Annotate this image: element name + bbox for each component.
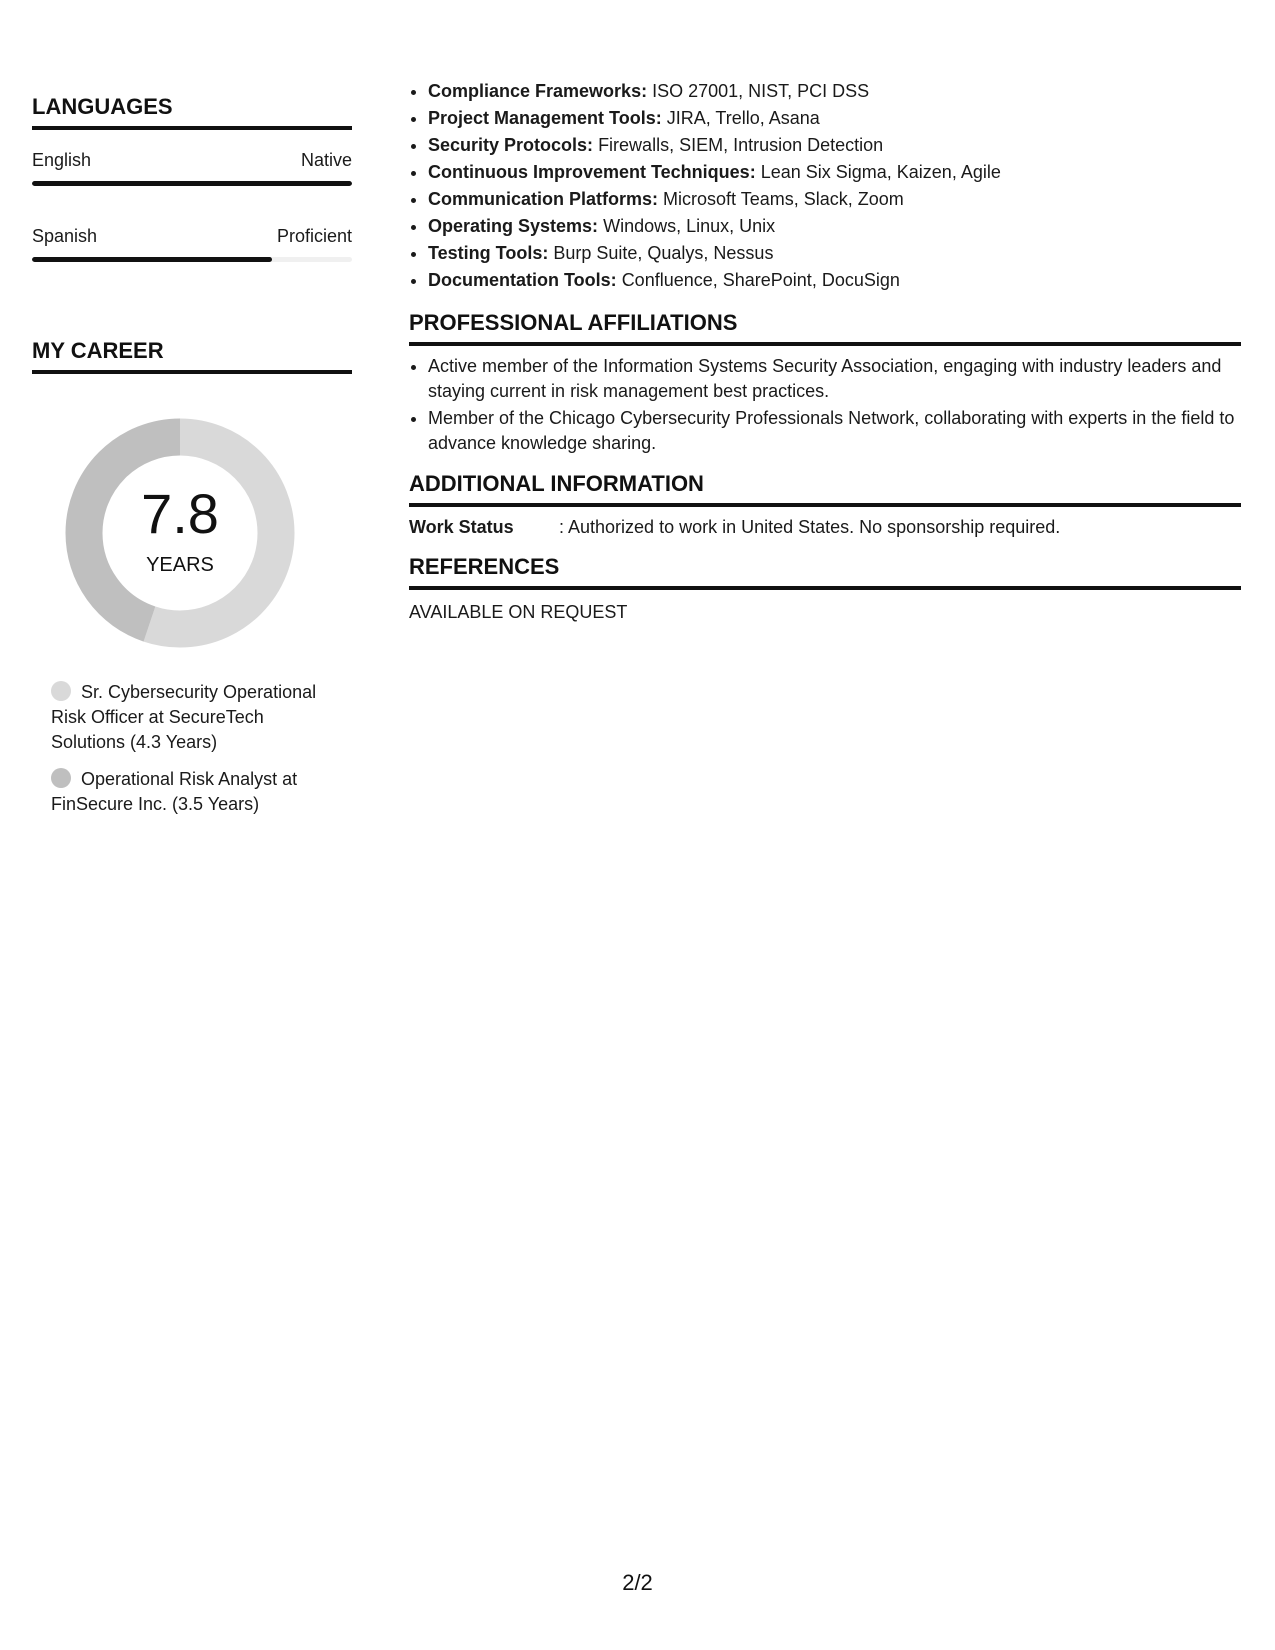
career-total-unit: YEARS	[146, 554, 214, 576]
legend-label: Sr. Cybersecurity Operational Risk Officer at SecureTech Solutions (4.3 Years)	[51, 682, 317, 752]
languages-title: LANGUAGES	[32, 94, 352, 130]
skill-item	[428, 78, 1241, 105]
skill-value: Microsoft Teams, Slack, Zoom	[663, 189, 904, 209]
skill-value: Windows, Linux, Unix	[603, 216, 776, 236]
skill-item	[428, 186, 1241, 213]
work-status-label: Work Status	[409, 517, 514, 537]
legend-item	[51, 680, 341, 755]
work-status-row	[409, 517, 1241, 538]
skill-label: Continuous Improvement Techniques:	[428, 162, 756, 182]
legend-dot	[51, 681, 71, 701]
skill-value: JIRA, Trello, Asana	[666, 108, 820, 128]
references-text: AVAILABLE ON REQUEST	[409, 602, 628, 622]
skill-label: Project Management Tools:	[428, 108, 662, 128]
language-bar	[32, 257, 352, 262]
languages-section	[32, 94, 352, 262]
skill-value: Burp Suite, Qualys, Nessus	[553, 243, 774, 263]
skill-value: Confluence, SharePoint, DocuSign	[621, 270, 900, 290]
skill-value: Lean Six Sigma, Kaizen, Agile	[760, 162, 1001, 182]
language-item	[32, 226, 352, 262]
left-column	[32, 94, 352, 829]
career-section	[32, 338, 352, 817]
page-number: 2/2	[622, 1570, 653, 1595]
work-status-value: : Authorized to work in United States. No sponsorship required.	[559, 517, 1061, 537]
legend-label: Operational Risk Analyst at FinSecure Inc. (3.5 Years)	[51, 769, 298, 814]
legend-item	[51, 767, 341, 817]
skill-label: Documentation Tools:	[428, 270, 617, 290]
skill-value: Firewalls, SIEM, Intrusion Detection	[598, 135, 884, 155]
career-legend	[51, 680, 341, 817]
legend-dot	[51, 768, 71, 788]
skill-label: Security Protocols:	[428, 135, 594, 155]
affiliation-item: • Active member of the Information Systems Security Association, engaging with industry leaders and staying current in risk management best practices.	[428, 354, 1241, 403]
skill-label: Testing Tools:	[428, 243, 549, 263]
skill-item	[428, 132, 1241, 159]
right-column	[409, 78, 1241, 623]
career-title: MY CAREER	[32, 338, 352, 374]
language-name: English	[32, 150, 92, 170]
additional-info-section	[409, 471, 1241, 538]
skill-item	[428, 105, 1241, 132]
affiliations-title: PROFESSIONAL AFFILIATIONS	[409, 310, 1241, 346]
language-item	[32, 150, 352, 186]
language-level: Proficient	[276, 226, 352, 246]
language-bar-fill	[32, 257, 272, 262]
affiliations-section	[409, 310, 1241, 455]
career-total-years: 7.8	[141, 482, 219, 545]
language-level: Native	[300, 150, 352, 170]
additional-info-title: ADDITIONAL INFORMATION	[409, 471, 1241, 507]
skill-label: Compliance Frameworks:	[428, 81, 648, 101]
career-donut-chart	[65, 418, 295, 648]
skill-label: Operating Systems:	[428, 216, 599, 236]
skill-item	[428, 159, 1241, 186]
skill-label: Communication Platforms:	[428, 189, 659, 209]
affiliation-item: • Member of the Chicago Cybersecurity Professionals Network, collaborating with experts in the field to advance knowledge sharing.	[428, 406, 1241, 455]
skill-item	[428, 213, 1241, 240]
references-title: REFERENCES	[409, 554, 1241, 590]
references-section	[409, 554, 1241, 623]
affiliations-list	[409, 354, 1241, 455]
language-name: Spanish	[32, 226, 98, 246]
skills-list	[409, 78, 1241, 294]
skill-value: ISO 27001, NIST, PCI DSS	[652, 81, 870, 101]
skill-item	[428, 267, 1241, 294]
skill-item	[428, 240, 1241, 267]
